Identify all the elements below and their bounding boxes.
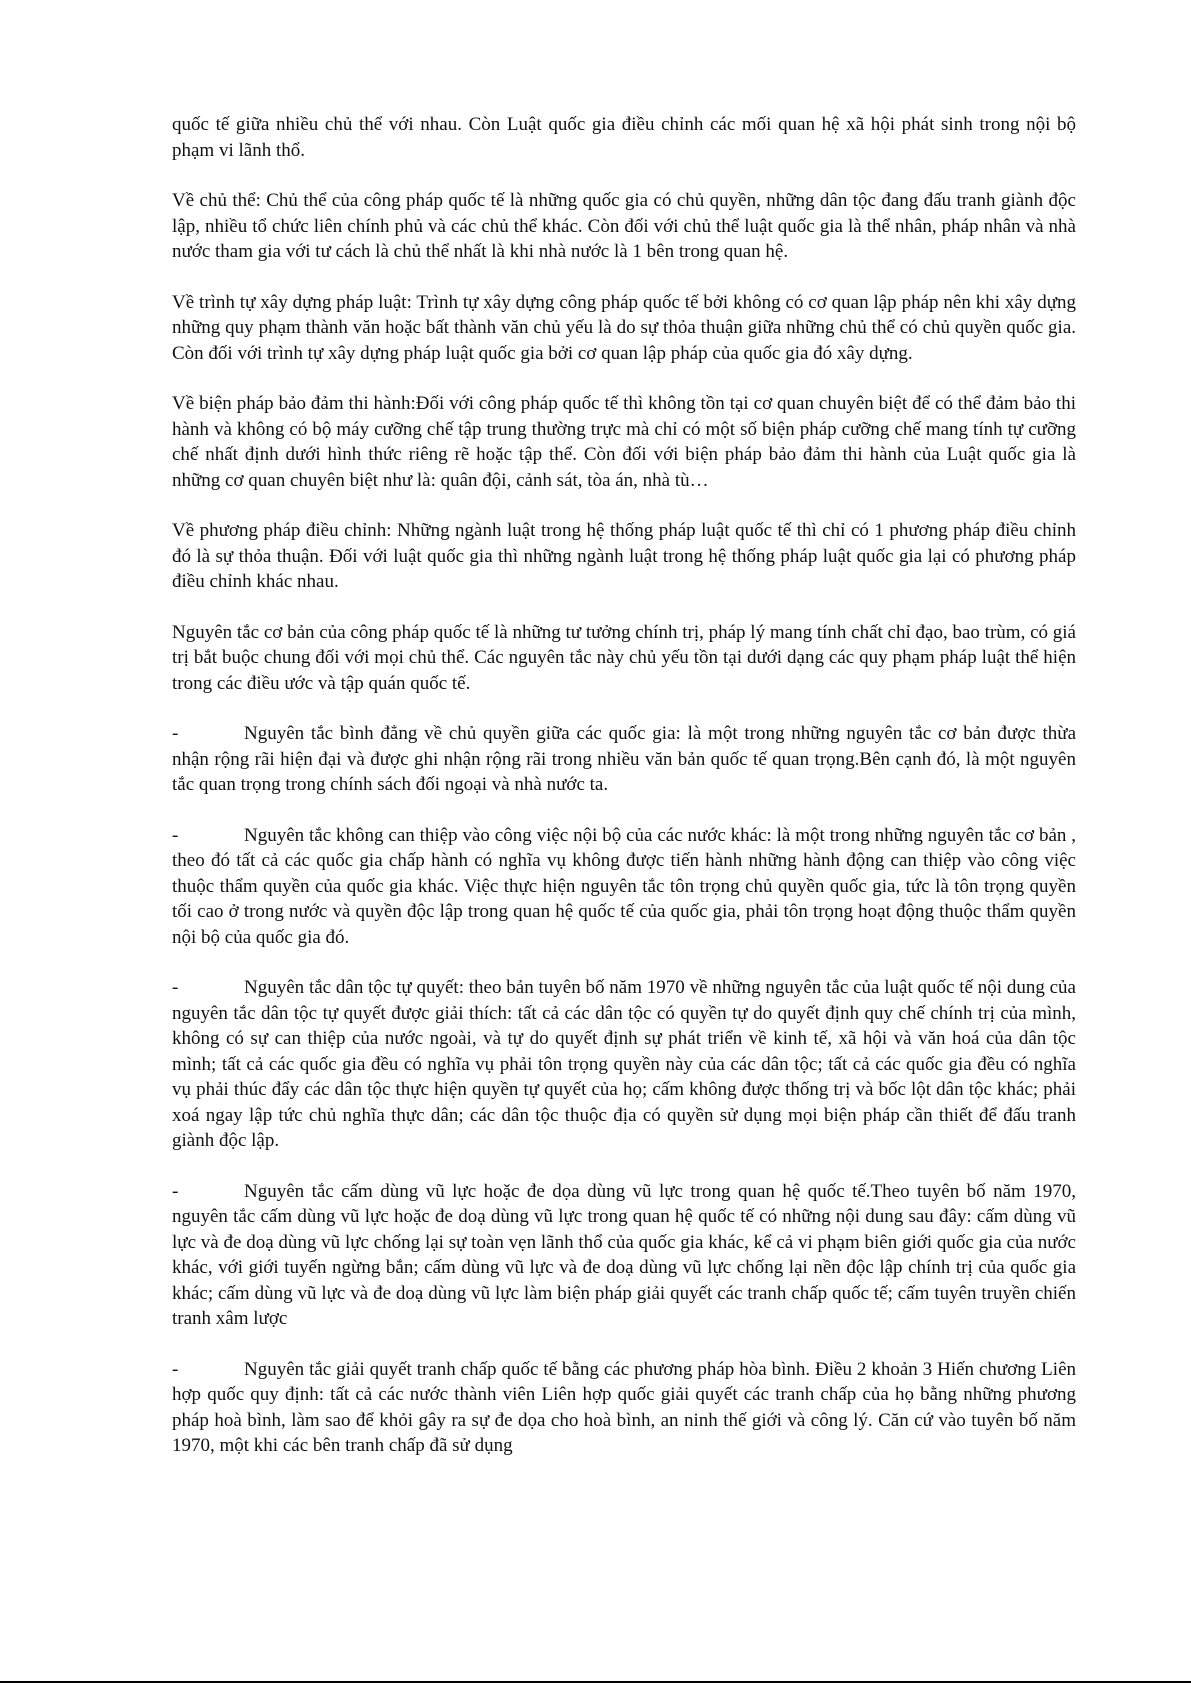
bullet-dash: -	[172, 1358, 179, 1380]
list-item	[172, 721, 1076, 798]
bullet-dash: -	[172, 1180, 179, 1202]
list-item-text: Nguyên tắc không can thiệp vào công việc nội bộ của các nước khác: là một trong những nguyên tắc cơ bản , theo đó tất cả các quốc gia chấp hành có nghĩa vụ không được tiến hành những hành động can thiệp vào công việc thuộc thẩm quyền của quốc gia khác. Việc thực hiện nguyên tắc tôn trọng chủ quyền quốc gia, tức là tôn trọng quyền tối cao ở trong nước và quyền độc lập trong quan hệ quốc tế của quốc gia, phải tôn trọng hoạt động thuộc thẩm quyền nội bộ của quốc gia đó.	[172, 824, 1076, 948]
bullet-dash: -	[172, 824, 179, 846]
page-bottom-rule	[0, 1681, 1191, 1683]
paragraph-subjects: Về chủ thể: Chủ thể của công pháp quốc tế là những quốc gia có chủ quyền, những dân tộc đang đấu tranh giành độc lập, nhiều tổ chức liên chính phủ và các chủ thể khác. Còn đối với chủ thể luật quốc gia là thể nhân, pháp nhân và nhà nước tham gia với tư cách là chủ thể nhất là khi nhà nước là 1 bên trong quan hệ.	[172, 190, 1076, 262]
paragraph-continuation: quốc tế giữa nhiều chủ thể với nhau. Còn Luật quốc gia điều chỉnh các mối quan hệ xã hội phát sinh trong nội bộ phạm vi lãnh thổ.	[172, 114, 1076, 161]
paragraph-enforcement: Về biện pháp bảo đảm thi hành:Đối với công pháp quốc tế thì không tồn tại cơ quan chuyên biệt để có thể đảm bảo thi hành và không có bộ máy cưỡng chế tập trung thường trực mà chỉ có một số biện pháp cưỡng chế mang tính tự cưỡng chế nhất định dưới hình thức riêng rẽ hoặc tập thể. Còn đối với biện pháp bảo đảm thi hành của Luật quốc gia là những cơ quan chuyên biệt như là: quân đội, cảnh sát, tòa án, nhà tù…	[172, 393, 1076, 491]
list-item-text: Nguyên tắc cấm dùng vũ lực hoặc đe dọa dùng vũ lực trong quan hệ quốc tế.Theo tuyên bố năm 1970, nguyên tắc cấm dùng vũ lực hoặc đe doạ dùng vũ lực trong quan hệ quốc tế có những nội dung sau đây: cấm dùng vũ lực và đe doạ dùng vũ lực chống lại sự toàn vẹn lãnh thổ của quốc gia khác, kể cả vi phạm biên giới quốc gia của nước khác, với giới tuyến ngừng bắn; cấm dùng vũ lực và đe doạ dùng vũ lực chống lại nền độc lập chính trị của quốc gia khác; cấm dùng vũ lực và đe doạ dùng vũ lực làm biện pháp giải quyết các tranh chấp quốc tế; cấm tuyên truyền chiến tranh xâm lược	[172, 1180, 1076, 1329]
paragraph-basic-principles: Nguyên tắc cơ bản của công pháp quốc tế là những tư tưởng chính trị, pháp lý mang tính chất chỉ đạo, bao trùm, có giá trị bắt buộc chung đối với mọi chủ thể. Các nguyên tắc này chủ yếu tồn tại dưới dạng các quy phạm pháp luật thể hiện trong các điều ước và tập quán quốc tế.	[172, 621, 1076, 694]
paragraph-law-making: Về trình tự xây dựng pháp luật: Trình tự xây dựng công pháp quốc tế bởi không có cơ quan lập pháp nên khi xây dựng những quy phạm thành văn hoặc bất thành văn chủ yếu là do sự thỏa thuận giữa những chủ thể có chủ quyền quốc gia. Còn đối với trình tự xây dựng pháp luật quốc gia bởi cơ quan lập pháp của quốc gia đó xây dựng.	[172, 291, 1076, 364]
list-item	[172, 1179, 1076, 1332]
paragraph-regulation-method: Về phương pháp điều chỉnh: Những ngành luật trong hệ thống pháp luật quốc tế thì chỉ có 1 phương pháp điều chỉnh đó là sự thỏa thuận. Đối với luật quốc gia thì những ngành luật trong hệ thống pháp luật quốc gia lại có phương pháp điều chỉnh khác nhau.	[172, 520, 1076, 592]
list-item	[172, 823, 1076, 951]
bullet-dash: -	[172, 977, 179, 998]
document-page	[172, 112, 1076, 1484]
list-item-text: Nguyên tắc bình đẳng về chủ quyền giữa các quốc gia: là một trong những nguyên tắc cơ bản được thừa nhận rộng rãi hiện đại và được ghi nhận rộng rãi trong nhiều văn bản quốc tế quan trọng.Bên cạnh đó, là một nguyên tắc quan trọng trong chính sách đối ngoại và nhà nước ta.	[172, 723, 1076, 795]
list-item	[172, 1357, 1076, 1459]
list-item-text: Nguyên tắc dân tộc tự quyết: theo bản tuyên bố năm 1970 về những nguyên tắc của luật quốc tế nội dung của nguyên tắc dân tộc tự quyết được giải thích: tất cả các dân tộc có quyền tự do quyết định quy chế chính trị của mình, không có sự can thiệp của nước ngoài, và tự do quyết định sự phát triển về kinh tế, xã hội và văn hoá của dân tộc mình; tất cả các quốc gia đều có nghĩa vụ phải tôn trọng quyền này của các dân tộc; tất cả các quốc gia đều có nghĩa vụ phải thúc đẩy các dân tộc thực hiện quyền tự quyết của họ; cấm không được thống trị và bốc lột dân tộc khác; phải xoá ngay lập tức chủ nghĩa thực dân; các dân tộc thuộc địa có quyền sử dụng mọi biện pháp cần thiết để đấu tranh giành độc lập.	[172, 977, 1076, 1151]
list-item-text: Nguyên tắc giải quyết tranh chấp quốc tế bằng các phương pháp hòa bình. Điều 2 khoản 3 Hiến chương Liên hợp quốc quy định: tất cả các nước thành viên Liên hợp quốc giải quyết các tranh chấp của họ bằng những phương pháp hoà bình, làm sao để khỏi gây ra sự đe dọa cho hoà bình, an ninh thế giới và công lý. Căn cứ vào tuyên bố năm 1970, một khi các bên tranh chấp đã sử dụng	[172, 1358, 1076, 1456]
bullet-dash: -	[172, 723, 179, 744]
list-item	[172, 975, 1076, 1154]
